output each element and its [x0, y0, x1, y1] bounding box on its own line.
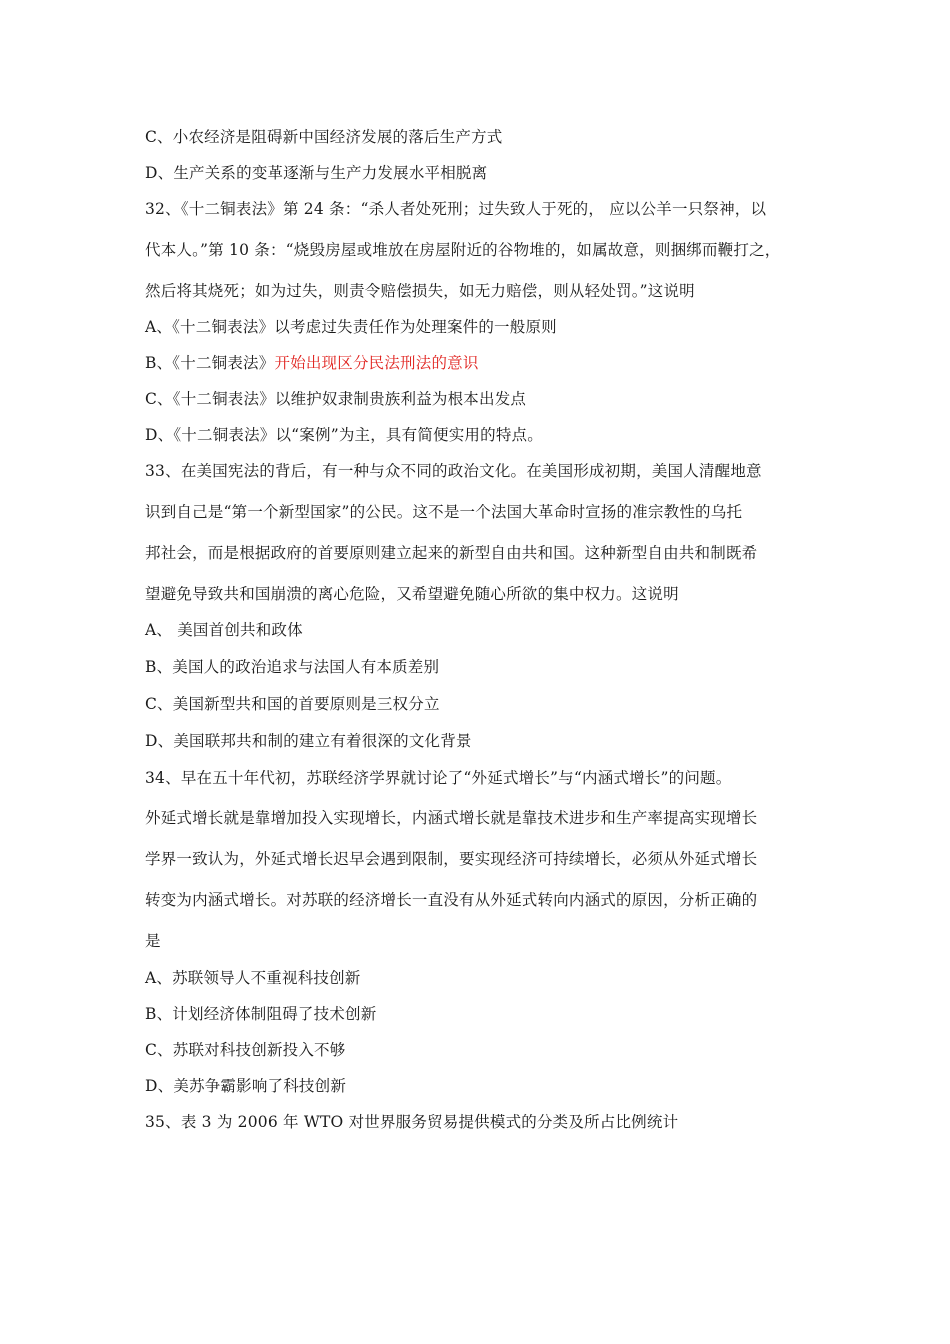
q32-option-a: A、《十二铜表法》以考虑过失责任作为处理案件的一般原则	[145, 318, 557, 336]
q34-stem-line-1: 34、早在五十年代初，苏联经济学界就讨论了“外延式增长”与“内涵式增长”的问题。	[145, 769, 732, 787]
q33-option-a: A、 美国首创共和政体	[145, 621, 303, 639]
q33-option-b: B、美国人的政治追求与法国人有本质差别	[145, 658, 440, 676]
q32-option-d: D、《十二铜表法》以“案例”为主，具有简便实用的特点。	[145, 426, 543, 444]
q34-option-a: A、苏联领导人不重视科技创新	[145, 969, 361, 987]
q31-option-d: D、生产关系的变革逐渐与生产力发展水平相脱离	[145, 164, 488, 182]
q34-stem-line-2: 外延式增长就是靠增加投入实现增长，内涵式增长就是靠技术进步和生产率提高实现增长	[145, 809, 758, 827]
q32-stem-line-2: 代本人。”第 10 条：“烧毁房屋或堆放在房屋附近的谷物堆的，如属故意，则捆绑而鞭打之，	[145, 241, 781, 259]
q32-option-b	[145, 353, 479, 373]
q32-option-b-prefix: B、《十二铜表法》	[145, 354, 275, 372]
q33-option-c: C、美国新型共和国的首要原则是三权分立	[145, 695, 440, 713]
q34-stem-line-5: 是	[145, 932, 161, 950]
q34-stem-line-3: 学界一致认为，外延式增长迟早会遇到限制，要实现经济可持续增长，必须从外延式增长	[145, 850, 758, 868]
q34-option-d: D、美苏争霸影响了科技创新	[145, 1077, 347, 1095]
q32-stem-line-1: 32、《十二铜表法》第 24 条：“杀人者处死刑；过失致人于死的， 应以公羊一只祭神，以	[145, 200, 767, 218]
q32-option-b-highlight: 开始出现区分民法刑法的意识	[274, 354, 479, 372]
q32-stem-line-3: 然后将其烧死；如为过失，则责令赔偿损失，如无力赔偿，则从轻处罚。”这说明	[145, 282, 695, 300]
q33-option-d: D、美国联邦共和制的建立有着很深的文化背景	[145, 732, 472, 750]
q32-option-c: C、《十二铜表法》以维护奴隶制贵族利益为根本出发点	[145, 390, 527, 408]
q34-option-b: B、计划经济体制阻碍了技术创新	[145, 1005, 377, 1023]
q34-stem-line-4: 转变为内涵式增长。对苏联的经济增长一直没有从外延式转向内涵式的原因，分析正确的	[145, 891, 758, 909]
q33-stem-line-2: 识到自己是“第一个新型国家”的公民。这不是一个法国大革命时宣扬的准宗教性的乌托	[145, 503, 743, 521]
q33-stem-line-1: 33、在美国宪法的背后，有一种与众不同的政治文化。在美国形成初期，美国人清醒地意	[145, 462, 762, 480]
q33-stem-line-3: 邦社会，而是根据政府的首要原则建立起来的新型自由共和国。这种新型自由共和制既希	[145, 544, 758, 562]
q31-option-c: C、小农经济是阻碍新中国经济发展的落后生产方式	[145, 128, 503, 146]
q33-stem-line-4: 望避免导致共和国崩溃的离心危险，又希望避免随心所欲的集中权力。这说明	[145, 585, 679, 603]
q35-stem-line-1: 35、表 3 为 2006 年 WTO 对世界服务贸易提供模式的分类及所占比例统计	[145, 1113, 679, 1131]
q34-option-c: C、苏联对科技创新投入不够	[145, 1041, 346, 1059]
